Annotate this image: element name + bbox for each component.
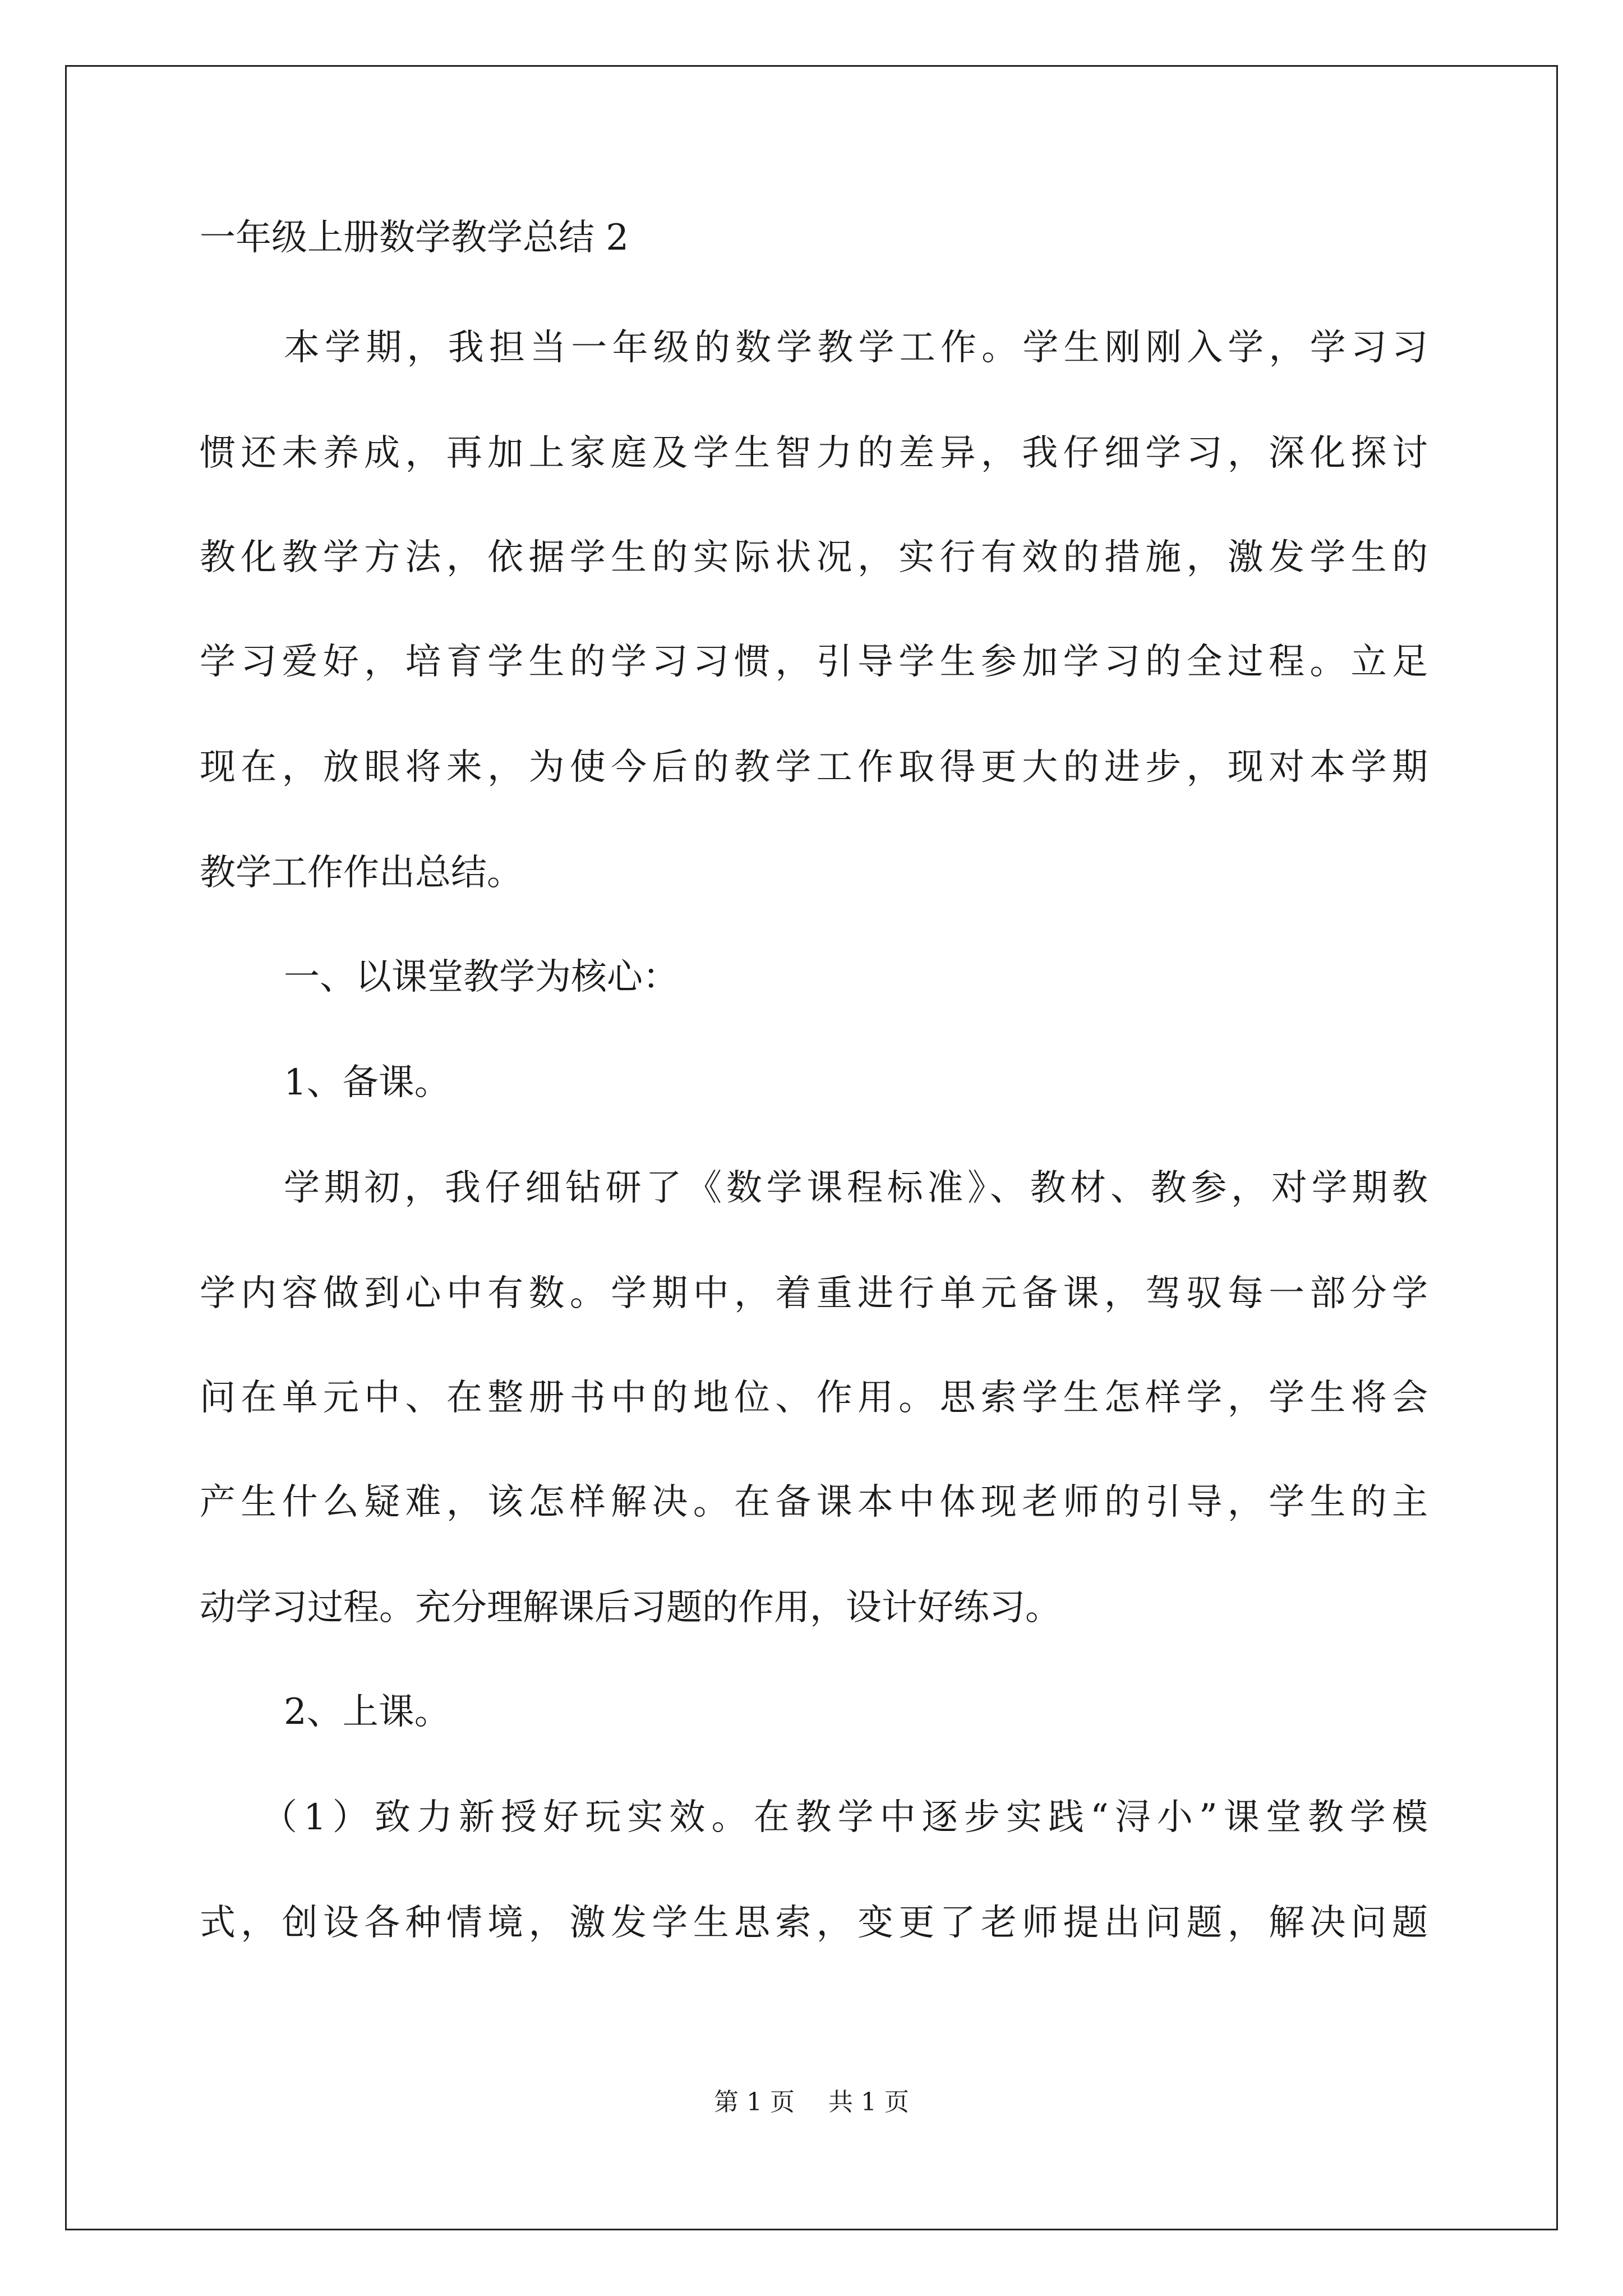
paragraph-line: 教化教学方法，依据学生的实际状况，实行有效的措施，激发学生的 (200, 537, 1428, 578)
paragraph-line: 学期初，我仔细钻研了《数学课程标准》、教材、教参，对学期教 (284, 1167, 1428, 1209)
paragraph-line: 问在单元中、在整册书中的地位、作用。思索学生怎样学，学生将会 (200, 1377, 1428, 1419)
page-footer (0, 2086, 1623, 2119)
subsection-heading: 2、上课。 (284, 1691, 450, 1733)
document-title: 一年级上册数学教学总结 2 (200, 217, 629, 259)
paragraph-line: 式，创设各种情境，激发学生思索，变更了老师提出问题，解决问题 (200, 1902, 1428, 1944)
section-heading: 一、以课堂教学为核心： (284, 956, 679, 998)
page-number: 第 1 页 (714, 2088, 795, 2116)
paragraph-line: 教学工作作出总结。 (200, 852, 523, 894)
paragraph-line: （1）致力新授好玩实效。在教学中逐步实践“浔小”课堂教学模 (261, 1797, 1428, 1838)
page-total: 共 1 页 (828, 2088, 909, 2116)
paragraph-line: 学习爱好，培育学生的学习习惯，引导学生参加学习的全过程。立足 (200, 641, 1428, 683)
paragraph-line: 动学习过程。充分理解课后习题的作用，设计好练习。 (200, 1587, 1061, 1628)
paragraph-line: 产生什么疑难，该怎样解决。在备课本中体现老师的引导，学生的主 (200, 1481, 1428, 1523)
paragraph-line: 本学期，我担当一年级的数学教学工作。学生刚刚入学，学习习 (284, 327, 1428, 369)
paragraph-line: 学内容做到心中有数。学期中，着重进行单元备课，驾驭每一部分学 (200, 1273, 1428, 1314)
paragraph-line: 惯还未养成，再加上家庭及学生智力的差异，我仔细学习，深化探讨 (200, 432, 1428, 474)
subsection-heading: 1、备课。 (284, 1062, 450, 1103)
paragraph-line: 现在，放眼将来，为使今后的教学工作取得更大的进步，现对本学期 (200, 747, 1428, 788)
